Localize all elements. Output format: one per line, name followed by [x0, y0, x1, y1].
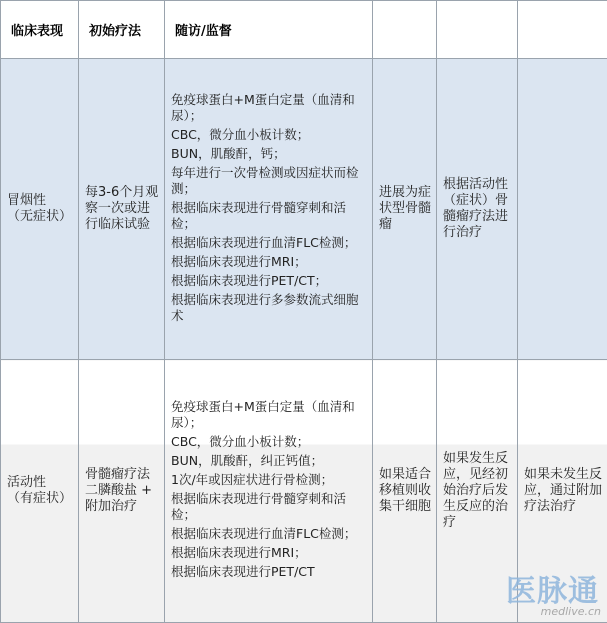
list-item: 根据临床表现进行MRI；	[171, 254, 364, 270]
watermark-cn: 医脉通	[506, 566, 599, 610]
treatment-text: 根据活动性（症状）骨髓瘤疗法进行治疗	[437, 177, 517, 241]
cell-clinical	[1, 360, 79, 623]
header-empty-6	[518, 1, 607, 59]
list-item: 1次/年或因症状进行骨检测；	[171, 472, 364, 488]
list-item: 免疫球蛋白+M蛋白定量（血清和尿）；	[171, 92, 364, 124]
initial-text: 每3-6个月观察一次或进行临床试验	[79, 185, 164, 233]
initial-text: 骨髓瘤疗法二膦酸盐 + 附加治疗	[79, 467, 164, 515]
cell-followup	[165, 360, 373, 623]
list-item: CBC，微分血小板计数；	[171, 127, 364, 143]
followup-list	[165, 399, 372, 580]
table-row-smoldering	[1, 59, 607, 360]
cell-stem-cell	[373, 360, 437, 623]
list-item: 根据临床表现进行多参数流式细胞术	[171, 292, 364, 324]
list-item: BUN，肌酸酐，钙；	[171, 146, 364, 162]
list-item: CBC，微分血小板计数；	[171, 434, 364, 450]
list-item: 根据临床表现进行PET/CT	[171, 564, 364, 580]
no-response-text: 如果未发生反应，通过附加疗法治疗	[518, 467, 607, 515]
list-item: 根据临床表现进行骨髓穿刺和活检；	[171, 491, 364, 523]
clinical-text: 活动性 （有症状）	[1, 475, 78, 507]
cell-followup	[165, 59, 373, 360]
list-item: 根据临床表现进行PET/CT；	[171, 273, 364, 289]
list-item: 根据临床表现进行骨髓穿刺和活检；	[171, 200, 364, 232]
stem-cell-text: 如果适合移植则收集干细胞	[373, 467, 436, 515]
cell-response	[437, 360, 518, 623]
header-empty-4	[373, 1, 437, 59]
clinical-text: 冒烟性 （无症状）	[1, 193, 78, 225]
table-row-active	[1, 360, 607, 623]
list-item: BUN，肌酸酐，纠正钙值；	[171, 453, 364, 469]
header-initial-therapy: 初始疗法	[79, 1, 165, 59]
cell-empty	[518, 59, 607, 360]
header-row	[1, 1, 607, 59]
list-item: 免疫球蛋白+M蛋白定量（血清和尿）；	[171, 399, 364, 431]
list-item: 根据临床表现进行MRI；	[171, 545, 364, 561]
cell-initial	[79, 360, 165, 623]
header-followup: 随访/监督	[165, 1, 373, 59]
cell-no-response	[518, 360, 607, 623]
list-item: 根据临床表现进行血清FLC检测；	[171, 526, 364, 542]
cell-treatment	[437, 59, 518, 360]
list-item: 每年进行一次骨检测或因症状而检测；	[171, 165, 364, 197]
watermark-en: medlive.cn	[541, 605, 601, 618]
cell-initial	[79, 59, 165, 360]
cell-progression	[373, 59, 437, 360]
progression-text: 进展为症状型骨髓瘤	[373, 185, 436, 233]
followup-list	[165, 92, 372, 324]
header-clinical: 临床表现	[1, 1, 79, 59]
response-text: 如果发生反应，见经初始治疗后发生反应的治疗	[437, 451, 517, 531]
list-item: 根据临床表现进行血清FLC检测；	[171, 235, 364, 251]
header-empty-5	[437, 1, 518, 59]
cell-clinical	[1, 59, 79, 360]
